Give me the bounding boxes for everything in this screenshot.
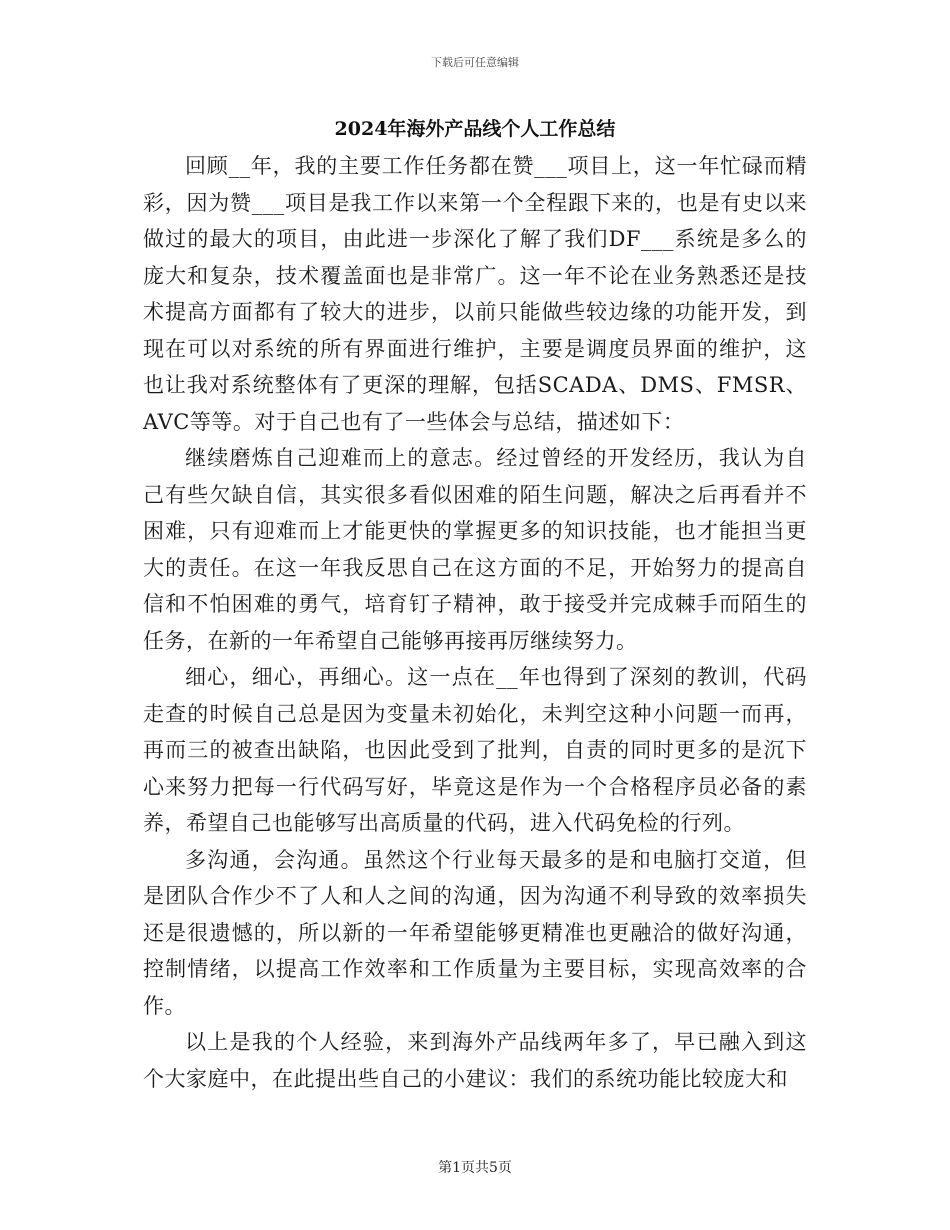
- page-number: 第1页共5页: [438, 1160, 512, 1176]
- page-header-note: 下载后可任意编辑: [431, 56, 519, 69]
- document-title: 2024年海外产品线个人工作总结: [334, 118, 616, 140]
- paragraph-suggestions: 以上是我的个人经验，来到海外产品线两年多了，早已融入到这个大家庭中，在此提出些自己的小建议：我们的系统功能比较庞大和: [143, 1030, 807, 1091]
- document-body: [143, 148, 807, 1097]
- paragraph-carefulness: 细心，细心，再细心。这一点在__年也得到了深刻的教训，代码走查的时候自己总是因为变量未初始化，未判空这种小问题一而再，再而三的被查出缺陷，也因此受到了批判，自责的同时更多的是沉下心来努力把每一行代码写好，毕竟这是作为一个合格程序员必备的素养，希望自己也能够写出高质量的代码，进入代码免检的行列。: [143, 665, 807, 835]
- paragraph-perseverance: 继续磨炼自己迎难而上的意志。经过曾经的开发经历，我认为自己有些欠缺自信，其实很多看似困难的陌生问题，解决之后再看并不困难，只有迎难而上才能更快的掌握更多的知识技能，也才能担当更大的责任。在这一年我反思自己在这方面的不足，开始努力的提高自信和不怕困难的勇气，培育钉子精神，敢于接受并完成棘手而陌生的任务，在新的一年希望自己能够再接再厉继续努力。: [143, 446, 807, 653]
- paragraph-review: 回顾__年，我的主要工作任务都在赞___项目上，这一年忙碌而精彩，因为赞___项目是我工作以来第一个全程跟下来的，也是有史以来做过的最大的项目，由此进一步深化了解了我们DF___系统是多么的庞大和复杂，技术覆盖面也是非常广。这一年不论在业务熟悉还是技术提高方面都有了较大的进步，以前只能做些较边缘的功能开发，到现在可以对系统的所有界面进行维护，主要是调度员界面的维护，这也让我对系统整体有了更深的理解，包括SCADA、DMS、FMSR、AVC等等。对于自己也有了一些体会与总结，描述如下：: [143, 154, 807, 434]
- paragraph-communication: 多沟通，会沟通。虽然这个行业每天最多的是和电脑打交道，但是团队合作少不了人和人之间的沟通，因为沟通不利导致的效率损失还是很遗憾的，所以新的一年希望能够更精准也更融洽的做好沟通，控制情绪，以提高工作效率和工作质量为主要目标，实现高效率的合作。: [143, 847, 807, 1018]
